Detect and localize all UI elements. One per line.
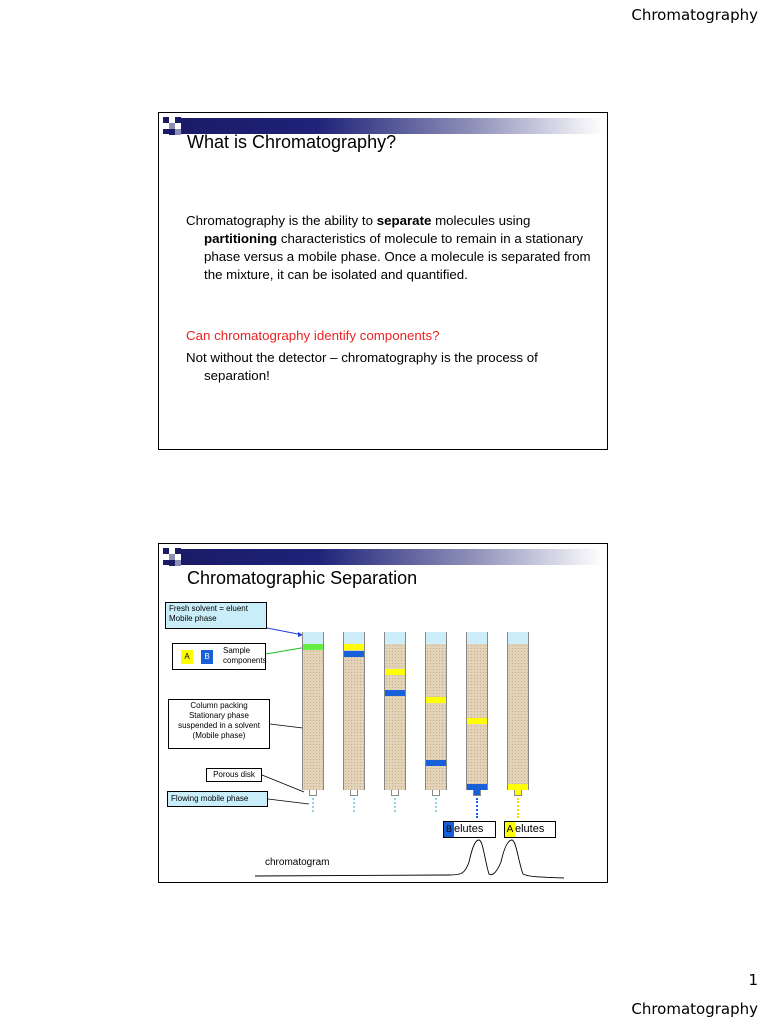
text-run: Chromatography is the ability to (186, 213, 377, 228)
slide-title: What is Chromatography? (187, 132, 397, 152)
question-line: Can chromatography identify components? (186, 328, 440, 343)
column-6 (507, 632, 529, 790)
drip (312, 798, 316, 812)
solvent-layer (426, 632, 446, 644)
question-text (186, 327, 591, 345)
bold-term-partitioning: partitioning (204, 231, 278, 246)
label-flowing-mobile-phase: Flowing mobile phase (167, 791, 268, 807)
sample-b-chip: B (201, 650, 213, 664)
sample-band (303, 644, 323, 650)
b-elutes-label (443, 821, 496, 838)
band-a (385, 669, 405, 675)
column-2 (343, 632, 365, 790)
column-5 (466, 632, 488, 790)
column-1 (302, 632, 324, 790)
sample-components-text: Sample components (223, 646, 267, 665)
b-elutes-text: elutes (454, 823, 484, 835)
title-decoration-icon (163, 117, 187, 141)
solvent-layer (385, 632, 405, 644)
band-a (426, 697, 446, 703)
answer-text (186, 349, 591, 385)
drip-a (517, 798, 521, 818)
a-elutes-text: elutes (515, 823, 545, 835)
leader-sample (266, 647, 307, 654)
sample-a-chip: A (181, 650, 193, 664)
slide-chromatographic-separation (158, 543, 608, 883)
solvent-layer (467, 632, 487, 644)
page-header: Chromatography (631, 6, 758, 24)
a-elutes-label (504, 821, 556, 838)
solvent-layer (508, 632, 528, 644)
text-run: molecules using (431, 213, 531, 228)
solvent-layer (344, 632, 364, 644)
band-a (344, 644, 364, 650)
drip-b (476, 798, 480, 818)
answer-line: Not without the detector – chromatography is the process of separation! (186, 350, 538, 383)
solvent-layer (303, 632, 323, 644)
leader-flowing (268, 799, 309, 804)
leader-fresh-solvent (267, 628, 303, 635)
band-b (385, 690, 405, 696)
chromatogram-label: chromatogram (265, 857, 330, 868)
drip (353, 798, 357, 812)
label-porous-disk: Porous disk (206, 768, 262, 782)
column-tip (350, 790, 358, 796)
text-run: characteristics of molecule to remain in a stationary phase versus a mobile phase. Once a molecule is separated from the mixture, it can be isolated and quantified. (204, 231, 591, 282)
column-tip (391, 790, 399, 796)
label-column-packing: Column packing Stationary phase suspended in a solvent (Mobile phase) (168, 699, 270, 749)
drip (394, 798, 398, 812)
slide-what-is-chromatography (158, 112, 608, 450)
bold-term-separate: separate (376, 213, 432, 228)
column-tip (432, 790, 440, 796)
band-b (426, 760, 446, 766)
column-4 (425, 632, 447, 790)
page-footer-title: Chromatography (631, 1000, 758, 1018)
a-chip: A (506, 824, 514, 835)
column-tip (309, 790, 317, 796)
drip (435, 798, 439, 812)
label-fresh-solvent: Fresh solvent = eluent Mobile phase (165, 602, 267, 629)
column-tip (473, 790, 481, 796)
slide-title: Chromatographic Separation (187, 568, 418, 588)
column-tip (514, 790, 522, 796)
b-chip: B (444, 822, 454, 837)
band-b (344, 651, 364, 657)
page-number: 1 (748, 971, 758, 989)
leader-porous-disk (262, 775, 304, 792)
definition-paragraph (186, 212, 591, 284)
band-a (467, 718, 487, 724)
column-3 (384, 632, 406, 790)
